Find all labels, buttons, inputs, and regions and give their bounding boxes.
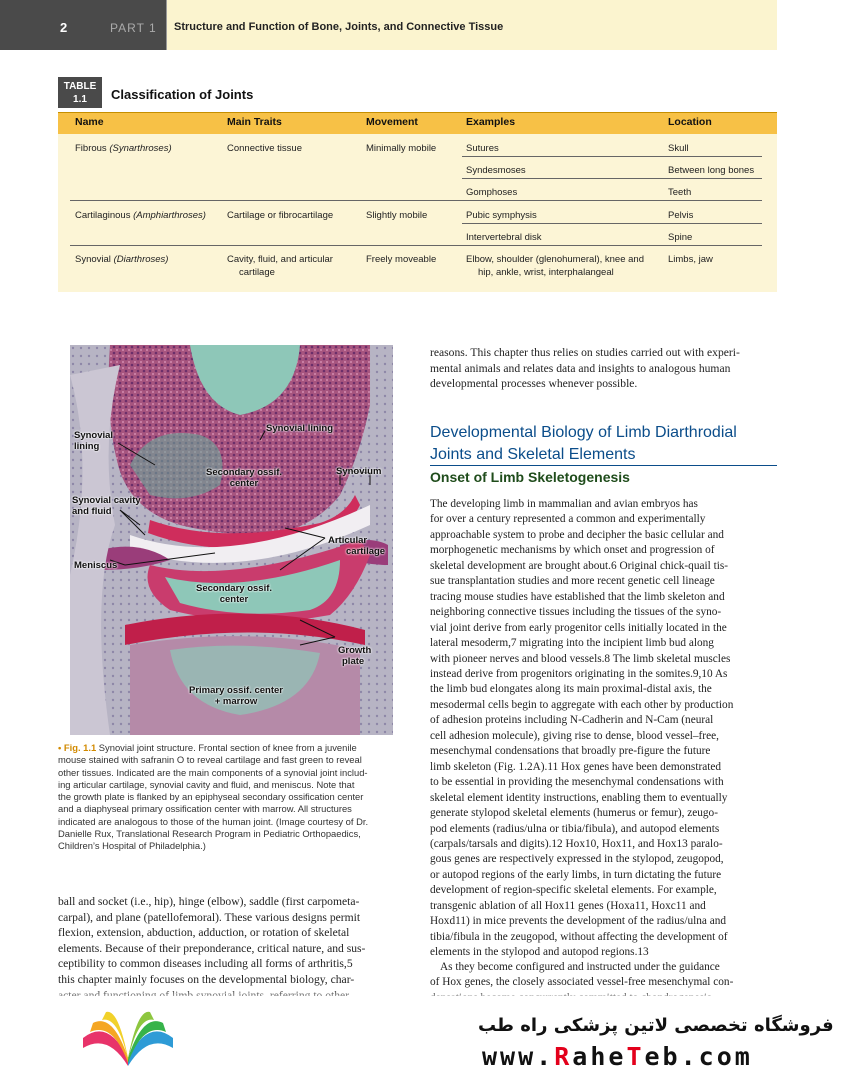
example-cell: Sutures <box>466 143 499 154</box>
url-part: R <box>554 1042 573 1071</box>
label-synovial-cavity <box>72 495 141 517</box>
joint-alt-name: (Amphiarthroses) <box>133 210 206 221</box>
traits-line: Cavity, fluid, and articular <box>227 254 333 265</box>
micrograph-figure <box>70 345 393 735</box>
book-logo-icon <box>78 1008 178 1074</box>
text-line: this chapter mainly focuses on the developmental biology, char- <box>58 972 355 986</box>
row-synovial-name <box>75 253 168 266</box>
text-line: cell adhesion molecule), giving rise to dense, blood vessel–free, <box>430 729 719 742</box>
text-line: mental animals and relates data and insights to analogous human <box>430 361 731 375</box>
label-synovial-lining-top: Synovial lining <box>266 423 334 434</box>
url-part: ahe <box>572 1042 627 1071</box>
figure-caption <box>58 742 406 853</box>
text-line: generate stylopod skeletal elements (humerus or femur), zeugo- <box>430 807 718 820</box>
joint-name: Synovial <box>75 254 111 265</box>
joint-alt-name: (Synarthroses) <box>109 143 172 154</box>
table-badge-number: 1.1 <box>73 94 87 105</box>
table-rule <box>70 245 762 246</box>
subsection-heading: Onset of Limb Skeletogenesis <box>430 469 630 485</box>
caption-line: other tissues. Indicated are the main components of a synovial joint includ- <box>58 766 368 778</box>
row-cartilaginous-name <box>75 209 206 222</box>
example-cell: Gomphoses <box>466 187 518 198</box>
caption-lead: • Fig. 1.1 <box>58 742 97 753</box>
text-line: neighboring connective tissues including the tissues of the syno- <box>430 606 722 619</box>
shop-name: فروشگاه تخصصی لاتین پزشکی راه طب <box>478 1015 834 1036</box>
example-line: Elbow, shoulder (glenohumeral), knee and <box>466 254 644 265</box>
label-growth-plate <box>338 645 371 667</box>
text-line: or autopod regions of the early limbs, in turn dictating the future <box>430 868 722 881</box>
label-line: center <box>219 594 249 605</box>
example-cell: Intervertebral disk <box>466 232 542 243</box>
joint-name: Fibrous <box>75 143 107 154</box>
location-cell: Pelvis <box>668 210 694 221</box>
label-line: + marrow <box>214 696 258 707</box>
text-line: mesenchymal condensations that broadly pre-figure the future <box>430 745 711 758</box>
location-cell: Spine <box>668 232 693 243</box>
text-line: skeletal development are brought about.6 Original chick-quail tis- <box>430 559 729 572</box>
text-line: to be essential in providing the mesenchymal condensations with <box>430 776 724 789</box>
header-divider <box>166 0 167 50</box>
text-line: mesodermal cells begin to aggregate with each other by production <box>430 698 734 711</box>
label-secondary-ossif-top <box>194 467 294 489</box>
table-badge <box>58 77 102 108</box>
column-header-traits: Main Traits <box>227 116 282 128</box>
caption-line: Children’s Hospital of Philadelphia.) <box>58 840 206 852</box>
caption-line <box>58 742 406 754</box>
section-heading: Developmental Biology of Limb Diarthrodial Joints and Skeletal Elements <box>430 424 737 463</box>
label-line: lining <box>74 441 100 452</box>
joint-name: Cartilaginous <box>75 210 131 221</box>
text-line: sue transplantation studies and more recent genetic cell lineage <box>430 575 715 588</box>
body-paragraph-1 <box>430 497 777 961</box>
intro-paragraph <box>430 345 777 392</box>
caption-line: indicated are analogous to those of the human joint. (Image courtesy of Dr. <box>58 815 369 827</box>
row-fibrous-traits: Connective tissue <box>227 143 302 154</box>
label-line: and fluid <box>72 506 112 517</box>
location-cell: Limbs, jaw <box>668 254 713 265</box>
text-line: As they become configured and instructed under the guidance <box>440 961 720 973</box>
text-line: The developing limb in mammalian and avian embryos has <box>430 498 698 510</box>
text-line: developmental processes whenever possible. <box>430 377 638 391</box>
text-line: for over a century represented a common and experimentally <box>430 513 706 526</box>
table-title: Classification of Joints <box>111 87 254 102</box>
text-line: of Hox genes, the closely associated vessel-free mesenchymal con- <box>430 976 734 989</box>
label-line: Growth <box>338 645 372 656</box>
text-line: the limb bud elongates along its main proximal-distal axis, the <box>430 683 712 696</box>
row-fibrous-movement: Minimally mobile <box>366 143 437 154</box>
row-cartilaginous-movement: Slightly mobile <box>366 210 428 221</box>
text-line: approachable system to probe and decipher the basic cellular and <box>430 528 724 541</box>
text-line: reasons. This chapter thus relies on studies carried out with experi- <box>430 346 740 359</box>
label-line: Secondary ossif. <box>195 583 273 594</box>
label-line: cartilage <box>346 546 386 557</box>
url-part: eb <box>644 1042 681 1071</box>
text-line: tracing mouse studies have established that the limb skeleton and <box>430 590 725 603</box>
table-badge-word: TABLE <box>63 81 97 92</box>
example-cell: Syndesmoses <box>466 165 526 176</box>
table-rule <box>462 223 762 224</box>
row-cartilaginous-traits: Cartilage or fibrocartilage <box>227 210 334 221</box>
text-line: vial joint derive from early progenitor cells initially located in the <box>430 621 727 634</box>
table-rule <box>462 178 762 179</box>
caption-line: and a diaphyseal primary ossification center with marrow. All structures <box>58 803 352 815</box>
caption-line: Danielle Rux, Translational Research Program in Pediatric Orthopaedics, <box>58 828 361 840</box>
label-synovial-lining-left <box>74 430 113 452</box>
text-line: of adhesion proteins including N-Cadherin and N-Cam (neural <box>430 714 714 727</box>
url-part: www. <box>482 1042 555 1071</box>
text-line: pod elements (radius/ulna or tibia/fibula), and autopod elements <box>430 822 720 835</box>
location-cell: Teeth <box>668 187 692 198</box>
row-synovial-movement: Freely moveable <box>366 254 437 265</box>
part-label: PART 1 <box>110 21 157 35</box>
column-header-examples: Examples <box>466 116 516 128</box>
text-line: instead derive from progenitors originating in the somites.9,10 As <box>430 667 728 680</box>
caption-text: Synovial joint structure. Frontal section of knee from a juvenile <box>98 742 357 753</box>
text-line: flexion, extension, abduction, adduction, or rotation of skeletal <box>58 926 350 940</box>
text-line: elements. Because of their preponderance, critical nature, and sus- <box>58 941 366 955</box>
caption-line: mouse stained with safranin O to reveal cartilage and fast green to reveal <box>58 754 362 766</box>
caption-line: the growth plate is flanked by an epiphyseal secondary ossification center <box>58 791 364 803</box>
url-part: .com <box>680 1042 753 1071</box>
left-column-text <box>58 894 406 1003</box>
label-line: center <box>229 478 259 489</box>
row-fibrous-name <box>75 142 172 155</box>
column-header-name: Name <box>75 116 104 128</box>
text-line: development of region-specific skeletal elements. For example, <box>430 884 717 897</box>
label-line: Synovial cavity <box>72 495 141 506</box>
location-cell: Skull <box>668 143 689 154</box>
text-line: lateral mesoderm,7 migrating into the incipient limb bud along <box>430 637 714 650</box>
text-line: (carpals/tarsals and digits).12 Hox10, Hox11, and Hox13 paralo- <box>430 837 723 850</box>
label-synovium: Synovium <box>336 466 382 477</box>
table-rule <box>70 200 762 201</box>
text-line: with pioneer nerves and blood vessels.8 The limb skeletal muscles <box>430 652 731 665</box>
joint-alt-name: (Diarthroses) <box>113 254 169 265</box>
label-articular-cartilage <box>328 535 385 557</box>
page-number: 2 <box>60 20 68 35</box>
text-line: skeletal element identity instructions, enabling them to eventually <box>430 791 728 804</box>
text-line: limb skeleton (Fig. 1.2A).11 Hox genes have been demonstrated <box>430 760 722 773</box>
text-line: ceptibility to common diseases including all forms of arthritis,5 <box>58 957 353 971</box>
text-line: Hoxd11) in mice prevents the development of the radius/ulna and <box>430 915 727 928</box>
example-cell <box>466 253 644 279</box>
row-synovial-traits <box>227 253 333 279</box>
example-line: hip, ankle, wrist, interphalangeal <box>478 267 614 278</box>
text-line: elements in the stylopod and autopod regions.13 <box>430 946 649 959</box>
text-line: gous genes are respectively expressed in the stylopod, zeugopod, <box>430 853 724 866</box>
table-rule <box>462 156 762 157</box>
label-line: Synovial <box>74 430 114 441</box>
url-part: T <box>626 1042 645 1071</box>
location-cell: Between long bones <box>668 165 755 176</box>
traits-line: cartilage <box>239 267 275 278</box>
column-header-movement: Movement <box>366 116 418 128</box>
label-line: Primary ossif. center <box>189 685 283 696</box>
label-primary-ossif <box>176 685 296 707</box>
label-line: plate <box>342 656 365 667</box>
label-line: Secondary ossif. <box>205 467 283 478</box>
label-secondary-ossif-bottom <box>184 583 284 605</box>
text-line: ball and socket (i.e., hip), hinge (elbow), saddle (first carpometa- <box>58 895 360 908</box>
text-line: tibia/fibula in the zeugopod, without affecting the development of <box>430 930 728 943</box>
label-line: Articular <box>328 535 368 546</box>
text-line: transgenic ablation of all Hox11 genes (Hoxa11, Hoxc11 and <box>430 899 706 912</box>
text-line: morphogenetic mechanisms by which onset and progression of <box>430 544 715 557</box>
column-header-location: Location <box>668 116 712 128</box>
label-meniscus: Meniscus <box>74 560 118 571</box>
caption-line: ing articular cartilage, synovial cavity and fluid, and meniscus. Note that <box>58 778 355 790</box>
section-heading-rule <box>430 465 777 466</box>
text-line: carpal), and plane (patellofemoral). These various designs permit <box>58 910 361 924</box>
header-title: Structure and Function of Bone, Joints, and Connective Tissue <box>174 21 504 33</box>
example-cell: Pubic symphysis <box>466 210 537 221</box>
site-url[interactable] <box>482 1042 753 1071</box>
